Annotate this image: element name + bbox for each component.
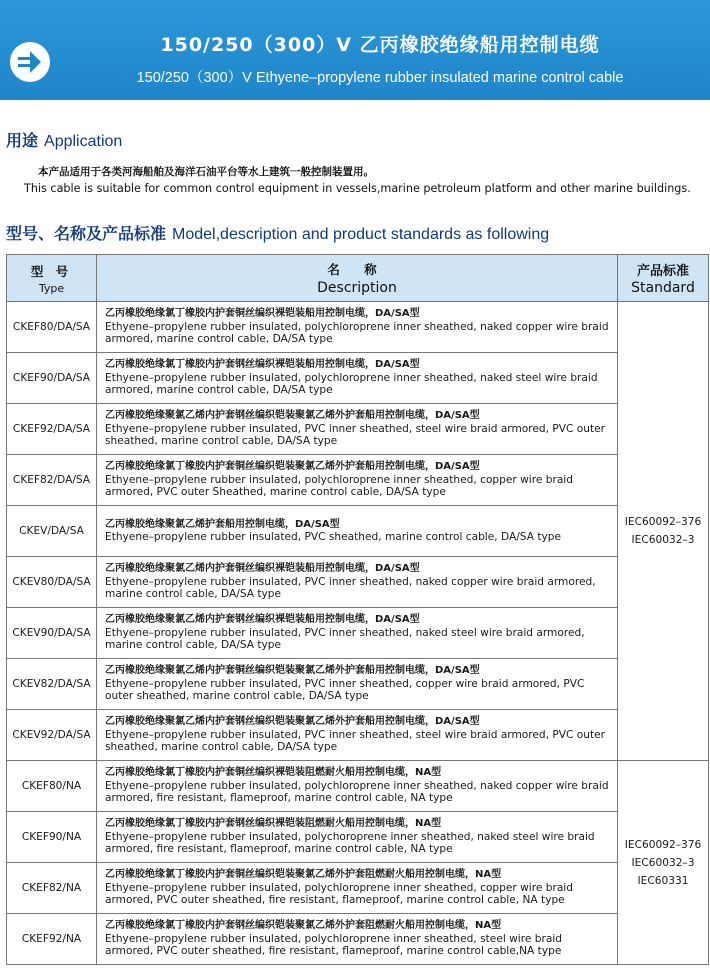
- header-description-cn: 名 称: [327, 262, 387, 277]
- row-description: [97, 914, 618, 965]
- row-description-cn: 乙丙橡胶绝缘氯丁橡胶内护套钢丝编织铠装聚氯乙烯外护套阻燃耐火船用控制电缆，NA型: [105, 920, 502, 932]
- row-type: CKEF82/DA/SA: [7, 455, 97, 506]
- header-standard: [618, 255, 709, 302]
- row-description-en: Ethyene–propylene rubber insulated, PVC inner sheathed, naked steel wire braid armored, marine control cable, DA/SA type: [105, 626, 585, 652]
- row-description-en: Ethyene–propylene rubber insulated, PVC inner sheathed, steel wire braid armored, PVC outer sheathed, marine control cable, DA/SA type: [105, 728, 606, 754]
- row-description-cn: 乙丙橡胶绝缘聚氯乙烯内护套铜丝编织裸铠装船用控制电缆，DA/SA型: [105, 563, 420, 575]
- application-heading-cn: 用途: [6, 133, 39, 150]
- page-title: 150/250（300）V 乙丙橡胶绝缘船用控制电缆: [160, 34, 600, 56]
- row-description-en: Ethyene–propylene rubber insulated, PVC inner sheathed, copper wire braid armored, PVC outer sheathed, marine control cable, DA/SA type: [105, 677, 585, 703]
- row-type: CKEV90/DA/SA: [7, 608, 97, 659]
- row-description: [97, 812, 618, 863]
- row-description-cn: 乙丙橡胶绝缘聚氯乙烯护套船用控制电缆，DA/SA型: [105, 518, 340, 530]
- standard-item: IEC60032–3: [631, 534, 695, 546]
- models-heading-en: Model,description and product standards as following: [172, 226, 550, 243]
- row-description-cn: 乙丙橡胶绝缘聚氯乙烯内护套钢丝编织铠装聚氯乙烯外护套船用控制电缆，DA/SA型: [105, 716, 480, 728]
- header-type: [7, 255, 97, 302]
- row-description-cn: 乙丙橡胶绝缘氯丁橡胶内护套铜丝编织铠装聚氯乙烯外护套船用控制电缆，DA/SA型: [105, 461, 480, 473]
- row-type: CKEV80/DA/SA: [7, 557, 97, 608]
- table-row: [7, 812, 709, 863]
- row-description-en: Ethyene–propylene rubber insulated, polychloroprene inner sheathed, naked steel wire braid armored, marine control cable, DA/SA type: [105, 371, 598, 397]
- table-row: [7, 302, 709, 353]
- table-row: [7, 557, 709, 608]
- row-description-en: Ethyene–propylene rubber insulated, polychoroprene inner sheathed, naked steel wire braid armored, fire resistant, flameproof, marine control cable, NA type: [105, 830, 595, 856]
- header-standard-cn: 产品标准: [636, 264, 689, 279]
- row-type: CKEF82/NA: [7, 863, 97, 914]
- page-subtitle: 150/250（300）V Ethyene–propylene rubber insulated marine control cable: [136, 70, 624, 86]
- row-type: CKEF80/DA/SA: [7, 302, 97, 353]
- row-description: [97, 506, 618, 557]
- row-type: CKEV/DA/SA: [7, 506, 97, 557]
- table-row: [7, 506, 709, 557]
- title-banner: [0, 0, 710, 100]
- table-row: [7, 404, 709, 455]
- product-table: [6, 254, 709, 965]
- row-type: CKEF80/NA: [7, 761, 97, 812]
- row-type: CKEV92/DA/SA: [7, 710, 97, 761]
- row-description-en: Ethyene–propylene rubber insulated, polychloroprene inner sheathed, steel wire braid armored, PVC outer sheathed, fire resistant, flameproof, marine control cable,NA type: [105, 932, 562, 958]
- header-type-en: Type: [38, 281, 65, 295]
- row-description: [97, 557, 618, 608]
- header-type-cn: 型 号: [30, 263, 73, 279]
- table-row: [7, 761, 709, 812]
- row-description: [97, 659, 618, 710]
- application-heading-en: Application: [44, 133, 123, 150]
- table-row: [7, 353, 709, 404]
- row-description-cn: 乙丙橡胶绝缘氯丁橡胶内护套铜丝编织裸铠装船用控制电缆，DA/SA型: [105, 308, 420, 320]
- row-description-cn: 乙丙橡胶绝缘氯丁橡胶内护套钢丝编织裸铠装阻燃耐火船用控制电缆，NA型: [105, 818, 442, 830]
- row-type: CKEV82/DA/SA: [7, 659, 97, 710]
- row-description: [97, 710, 618, 761]
- row-description-cn: 乙丙橡胶绝缘氯丁橡胶内护套铜丝编织裸铠装阻燃耐火船用控制电缆，NA型: [105, 767, 442, 779]
- row-description: [97, 455, 618, 506]
- row-description: [97, 761, 618, 812]
- row-description: [97, 404, 618, 455]
- row-description-cn: 乙丙橡胶绝缘聚氯乙烯内护套钢丝编织铠装聚氯乙烯外护套船用控制电缆，DA/SA型: [105, 410, 480, 422]
- application-heading: [6, 128, 122, 151]
- row-type: CKEF92/DA/SA: [7, 404, 97, 455]
- standard-item: IEC60092–376: [624, 516, 702, 528]
- row-description: [97, 863, 618, 914]
- row-description: [97, 302, 618, 353]
- row-description-en: Ethyene–propylene rubber insulated, PVC sheathed, marine control cable, DA/SA type: [105, 531, 561, 543]
- row-description-en: Ethyene–propylene rubber insulated, polychloroprene inner sheathed, naked copper wire braid armored, fire resistant, flameproof, marine control cable, NA type: [105, 779, 609, 805]
- row-type: CKEF92/NA: [7, 914, 97, 965]
- arrow-right-icon: [8, 40, 52, 84]
- standards-cell-group1: [618, 302, 709, 761]
- standard-item: IEC60092–376: [624, 838, 702, 851]
- row-type: CKEF90/DA/SA: [7, 353, 97, 404]
- standard-item: IEC60331: [637, 874, 689, 887]
- table-row: [7, 659, 709, 710]
- table-header-row: [7, 255, 709, 302]
- row-description-en: Ethyene–propylene rubber insulated, polychloroprene inner sheathed, copper wire braid armored, PVC outer Sheathed, marine control cable, DA/SA type: [105, 473, 573, 499]
- application-text-en: This cable is suitable for common control equipment in vessels,marine petroleum platform and other marine buildings.: [24, 182, 691, 195]
- models-heading: [6, 221, 549, 244]
- header-standard-en: Standard: [631, 280, 695, 296]
- table-row: [7, 914, 709, 965]
- row-description-cn: 乙丙橡胶绝缘聚氯乙烯内护套钢丝编织裸铠装船用控制电缆，DA/SA型: [105, 614, 420, 626]
- row-description: [97, 353, 618, 404]
- table-row: [7, 710, 709, 761]
- standards-cell-group2: [618, 761, 709, 965]
- header-description: [97, 255, 618, 302]
- row-type: CKEF90/NA: [7, 812, 97, 863]
- row-description-cn: 乙丙橡胶绝缘氯丁橡胶内护套铜丝编织铠装聚氯乙烯外护套阻燃耐火船用控制电缆，NA型: [105, 869, 502, 881]
- header-description-en: Description: [317, 280, 397, 296]
- table-row: [7, 608, 709, 659]
- row-description-en: Ethyene–propylene rubber insulated, polychloroprene inner sheathed, copper wire braid armored, PVC outer sheathed, fire resistant, flameproof, marine control cable, NA type: [105, 881, 573, 907]
- row-description-cn: 乙丙橡胶绝缘聚氯乙烯内护套铜丝编织铠装聚氯乙烯外护套船用控制电缆，DA/SA型: [105, 665, 480, 677]
- row-description-en: Ethyene–propylene rubber insulated, polychloroprene inner sheathed, naked copper wire braid armored, marine control cable, DA/SA type: [105, 320, 609, 346]
- row-description-en: Ethyene–propylene rubber insulated, PVC inner sheathed, steel wire braid armored, PVC outer sheathed, marine control cable, DA/SA type: [105, 422, 606, 448]
- models-heading-cn: 型号、名称及产品标准: [6, 226, 167, 243]
- row-description-cn: 乙丙橡胶绝缘氯丁橡胶内护套钢丝编织裸铠装船用控制电缆，DA/SA型: [105, 359, 420, 371]
- table-row: [7, 455, 709, 506]
- application-text-cn: 本产品适用于各类河海船舶及海洋石油平台等水上建筑一般控制装置用。: [38, 166, 374, 178]
- table-row: [7, 863, 709, 914]
- row-description-en: Ethyene–propylene rubber insulated, PVC inner sheathed, naked copper wire braid armored, marine control cable, DA/SA type: [105, 575, 596, 601]
- row-description: [97, 608, 618, 659]
- standard-item: IEC60032–3: [631, 856, 695, 869]
